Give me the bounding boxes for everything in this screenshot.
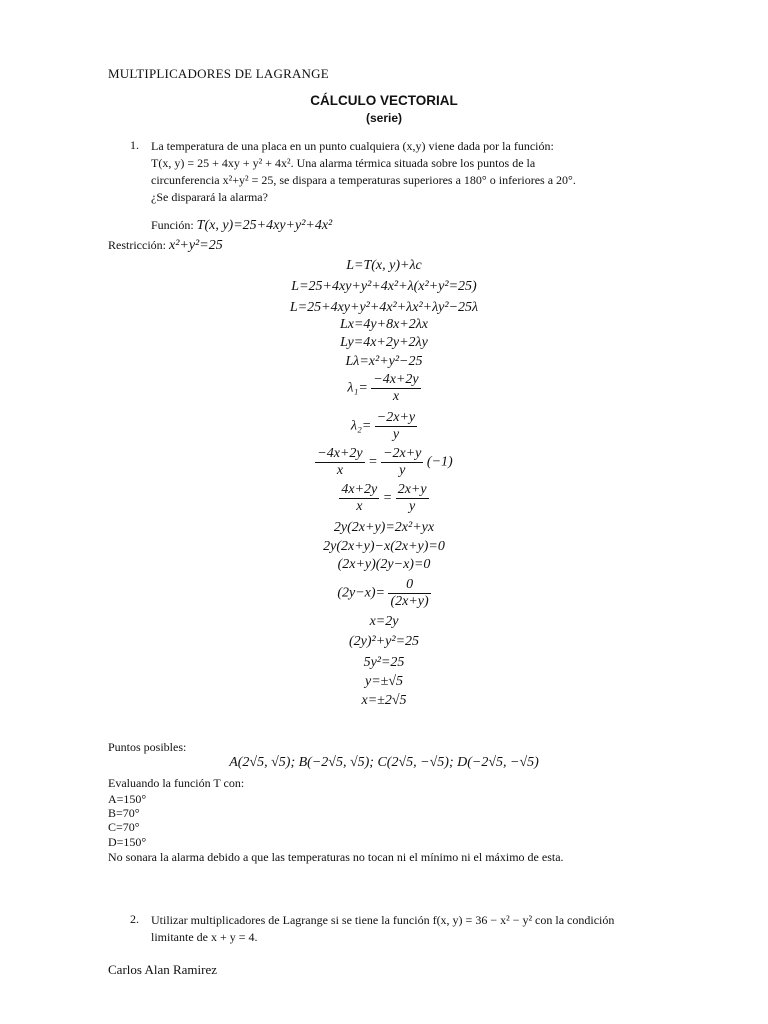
equation-1: L=T(x, y)+λc: [346, 258, 422, 273]
equation-14-numerator: 0: [388, 577, 430, 594]
document-subtitle: (serie): [365, 111, 403, 125]
value-a: A=150°: [108, 792, 147, 806]
value-d: D=150°: [108, 835, 147, 849]
problem1-line4: ¿Se disparará la alarma?: [151, 190, 268, 204]
equation-7-fraction: [371, 372, 420, 405]
equation-6: Lλ=x²+y²−25: [345, 354, 423, 369]
author-name: Carlos Alan Ramirez: [108, 962, 218, 977]
equation-14: [0, 577, 768, 610]
equation-7-lhs: λ₁=: [347, 380, 368, 396]
puntos-label: Puntos posibles:: [108, 740, 187, 754]
equation-9-numerator-left: −4x+2y: [317, 446, 363, 461]
equation-7-numerator: −4x+2y: [373, 372, 419, 387]
equation-3: L=25+4xy+y²+4x²+λx²+λy²−25λ: [289, 300, 479, 315]
restriccion-label: Restricción:: [108, 238, 166, 252]
equation-4: Lx=4y+8x+2λx: [339, 317, 429, 332]
equation-10-equals: =: [382, 490, 393, 506]
equation-9: [0, 446, 768, 479]
problem1-number: 1.: [130, 138, 139, 152]
problem2-line2: limitante de x + y = 4.: [151, 930, 258, 944]
equation-14-lhs: (2y−x)=: [337, 585, 385, 601]
equation-7: [0, 372, 768, 405]
equation-10-denominator-right: y: [409, 499, 416, 514]
equation-2: L=25+4xy+y²+4x²+λ(x²+y²=25): [291, 279, 477, 294]
equation-9-numerator-right: −2x+y: [383, 446, 422, 461]
equation-19: x=±2√5: [361, 693, 407, 708]
problem1-line3: circunferencia x²+y² = 25, se dispara a temperaturas superiores a 180° o inferiores a 20°.: [151, 173, 576, 187]
equation-18: y=±√5: [364, 674, 404, 689]
equation-8-fraction: [375, 410, 417, 443]
problem2-number: 2.: [130, 912, 139, 926]
problem2-statement: [151, 912, 651, 946]
document-header: MULTIPLICADORES DE LAGRANGE: [108, 66, 329, 81]
equation-10: [0, 482, 768, 515]
funcion-line: [151, 218, 332, 234]
restriccion-expression: x²+y²=25: [168, 238, 223, 253]
equation-10-numerator-right: 2x+y: [397, 482, 427, 497]
funcion-expression: T(x, y)=25+4xy+y²+4x²: [196, 218, 333, 233]
equation-13: (2x+y)(2y−x)=0: [337, 557, 431, 572]
equation-8-lhs: λ₂=: [350, 418, 372, 434]
equation-9-denominator-left: x: [336, 463, 344, 478]
equation-5: Ly=4x+2y+2λy: [340, 335, 428, 350]
equation-9-tail: (−1): [426, 454, 453, 470]
equation-14-fraction: [388, 577, 430, 610]
equation-16: (2y)²+y²=25: [348, 634, 420, 649]
equation-10-fraction-left: [339, 482, 379, 515]
evaluando-text: Evaluando la función T con:: [108, 776, 245, 790]
problem1-line1: La temperatura de una placa en un punto cualquiera (x,y) viene dada por la función:: [151, 139, 554, 153]
puntos-expression: A(2√5, √5); B(−2√5, √5); C(2√5, −√5); D(−2√5, −√5): [229, 755, 539, 770]
equation-12: 2y(2x+y)−x(2x+y)=0: [323, 539, 445, 554]
equation-9-fraction-left: [315, 446, 364, 479]
problem2-line1: Utilizar multiplicadores de Lagrange si se tiene la función f(x, y) = 36 − x² − y² con la condición: [151, 913, 615, 927]
equation-10-fraction-right: [396, 482, 429, 515]
equation-9-denominator-right: y: [399, 463, 406, 478]
equation-14-denominator: (2x+y): [390, 594, 429, 609]
equation-7-denominator: x: [392, 389, 400, 404]
conclusion-text: No sonara la alarma debido a que las temperaturas no tocan ni el mínimo ni el máximo de esta.: [108, 850, 564, 864]
value-b: B=70°: [108, 806, 140, 820]
equation-10-numerator-left: 4x+2y: [341, 482, 378, 497]
equation-8-numerator: −2x+y: [376, 410, 416, 425]
equation-8-denominator: y: [392, 427, 400, 442]
equation-17: 5y²=25: [363, 655, 405, 670]
restriccion-line: [108, 238, 223, 254]
equation-10-denominator-left: x: [356, 499, 363, 514]
equation-9-equals: =: [368, 454, 378, 470]
equation-11: 2y(2x+y)=2x²+yx: [333, 520, 435, 535]
problem1-statement: [151, 138, 611, 206]
value-c: C=70°: [108, 820, 140, 834]
document-title: CÁLCULO VECTORIAL: [310, 93, 458, 108]
problem1-line2: T(x, y) = 25 + 4xy + y² + 4x². Una alarma térmica situada sobre los puntos de la: [151, 156, 536, 170]
equation-15: x=2y: [369, 614, 399, 629]
equation-9-fraction-right: [381, 446, 423, 479]
equation-8: [0, 410, 768, 443]
funcion-label: Función:: [151, 218, 194, 232]
